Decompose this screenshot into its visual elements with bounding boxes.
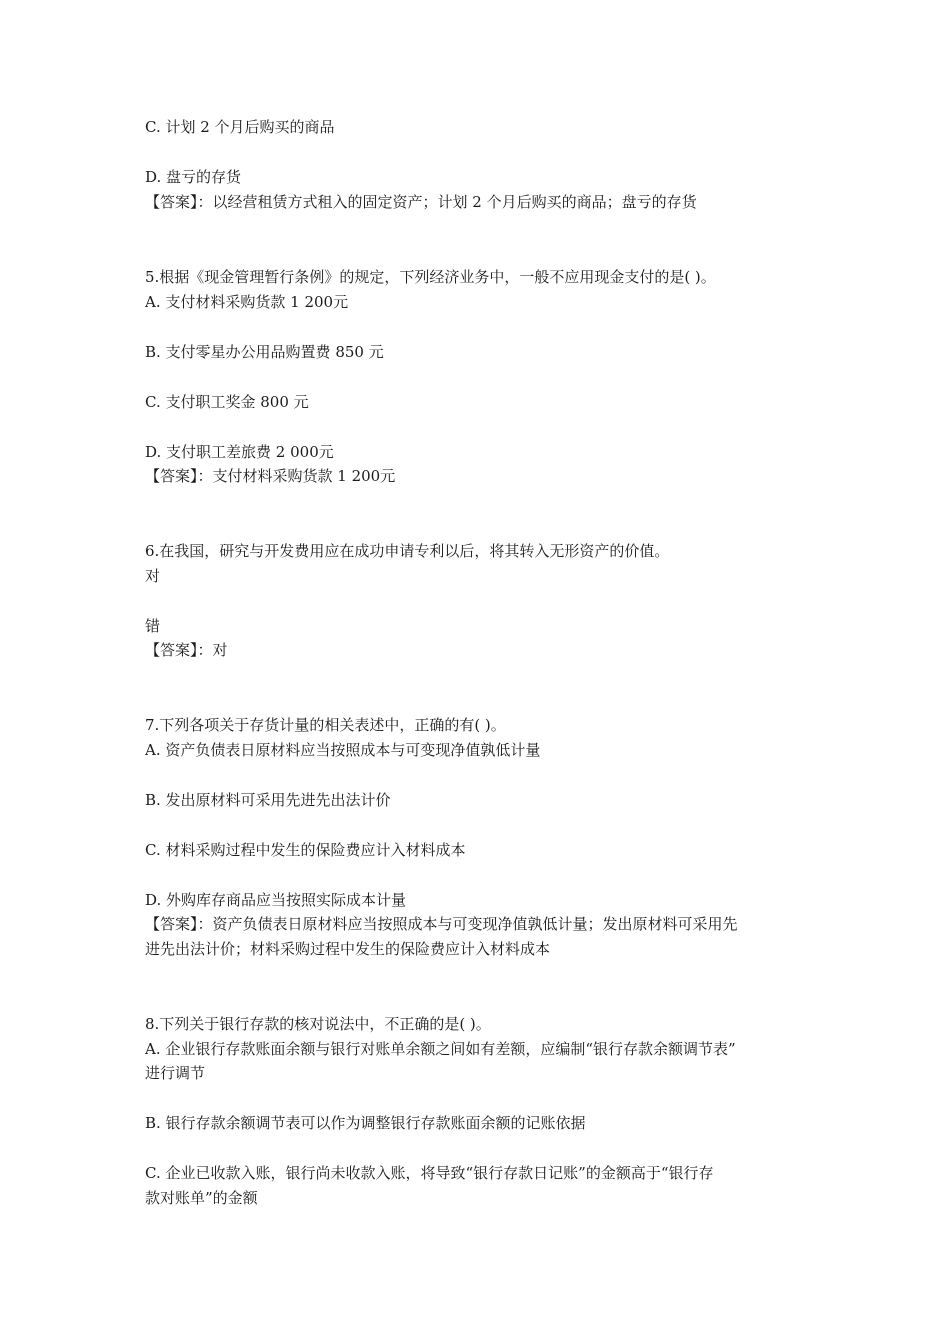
q5-option-b: B. 支付零星办公用品购置费 850 元 [145,343,384,361]
q8-option-c-line1: C. 企业已收款入账，银行尚未收款入账，将导致“银行存款日记账”的金额高于“银行存 [145,1164,714,1182]
q7-option-b: B. 发出原材料可采用先进先出法计价 [145,791,391,809]
q7-option-c: C. 材料采购过程中发生的保险费应计入材料成本 [145,841,466,859]
q7-answer-line2: 进先出法计价；材料采购过程中发生的保险费应计入材料成本 [145,940,551,958]
q6-option-true: 对 [145,567,161,585]
q5-question: 5.根据《现金管理暂行条例》的规定，下列经济业务中，一般不应用现金支付的是( )。 [145,268,716,286]
q7-option-a: A. 资产负债表日原材料应当按照成本与可变现净值孰低计量 [145,741,541,759]
q5-option-d: D. 支付职工差旅费 2 000元 [145,443,334,461]
q5-option-c: C. 支付职工奖金 800 元 [145,393,309,411]
q4-option-d: D. 盘亏的存货 [145,168,242,186]
q7-question: 7.下列各项关于存货计量的相关表述中，正确的有( )。 [145,716,506,734]
q6-question: 6.在我国，研究与开发费用应在成功申请专利以后，将其转入无形资产的价值。 [145,542,670,560]
q8-option-a-line1: A. 企业银行存款账面余额与银行对账单余额之间如有差额，应编制“银行存款余额调节表” [145,1040,736,1058]
q4-answer: 【答案】：以经营租赁方式租入的固定资产；计划 2 个月后购买的商品；盘亏的存货 [145,193,697,211]
q4-option-c: C. 计划 2 个月后购买的商品 [145,118,335,136]
q5-option-a: A. 支付材料采购货款 1 200元 [145,293,349,311]
q5-answer: 【答案】：支付材料采购货款 1 200元 [145,467,396,485]
q8-option-c-line2: 款对账单”的金额 [145,1189,258,1207]
q8-question: 8.下列关于银行存款的核对说法中，不正确的是( )。 [145,1015,491,1033]
q7-answer-line1: 【答案】：资产负债表日原材料应当按照成本与可变现净值孰低计量；发出原材料可采用先 [145,915,738,933]
q8-option-a-line2: 进行调节 [145,1064,206,1082]
q6-option-false: 错 [145,617,161,635]
q7-option-d: D. 外购库存商品应当按照实际成本计量 [145,891,407,909]
q8-option-b: B. 银行存款余额调节表可以作为调整银行存款账面余额的记账依据 [145,1114,586,1132]
q6-answer: 【答案】：对 [145,641,228,659]
